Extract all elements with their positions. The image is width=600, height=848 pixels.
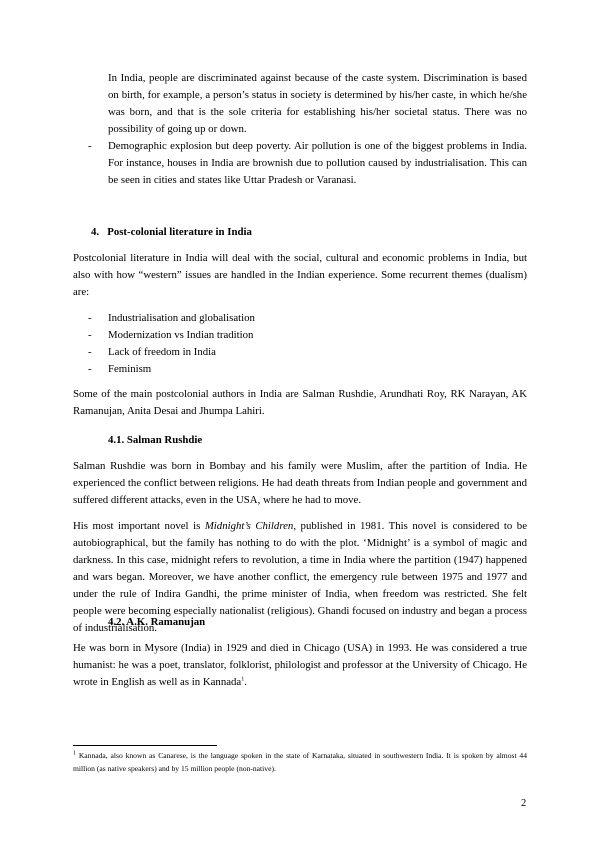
para2-start: His most important novel is: [73, 520, 205, 532]
intro-continuation: [88, 70, 527, 189]
bullet-dash: -: [88, 312, 92, 324]
section-41-heading: 4.1. Salman Rushdie: [108, 434, 203, 446]
section-42-body: [73, 640, 527, 691]
section-4-number: 4.: [91, 226, 100, 238]
novel-title: Midnight’s Children: [204, 520, 294, 532]
para2-rest: , published in 1981. This novel is considered to be autobiographical, but the family has nothing to do with the plot. ‘Midnight’ is a symbol of magic and darkness. In this case, midnight refers to revolution, a time in India where the partition (1947) happened and wars began. Moreover, we have another conflict, the emergency rule between 1975 and 1977 and under the rule of Indira Gandhi, the prime minister of India, when freedom was restricted. She felt people were becoming especially nationalist (religious). Ghandi focused on industry and began a process of industrialisation.: [73, 520, 527, 634]
footnote-text: Kannada, also known as Canarese, is the language spoken in the state of Karnataka, situated in southwestern India. It is spoken by almost 44 million (as native speakers) and by 15 million people (non-native).: [73, 751, 527, 773]
theme-text: Lack of freedom in India: [108, 346, 216, 358]
themes-list: [73, 310, 527, 378]
theme-text: Industrialisation and globalisation: [108, 312, 255, 324]
rushdie-paragraph-1: Salman Rushdie was born in Bombay and his family were Muslim, after the partition of India. He experienced the conflict between religions. He had death threats from Indian people and government and suffered different attacks, even in the USA, where he had to move.: [73, 460, 527, 506]
section-4-title: Post-colonial literature in India: [107, 226, 252, 238]
footnote-ref[interactable]: 1: [241, 676, 245, 683]
theme-text: Feminism: [108, 363, 152, 375]
list-item: [73, 327, 527, 344]
bullet-dash: -: [88, 140, 92, 152]
list-item: [73, 344, 527, 361]
ramanujan-paragraph: [73, 640, 527, 691]
page-number: 2: [521, 798, 527, 809]
section-4-intro: Postcolonial literature in India will deal with the social, cultural and economic problems in India, but also with how “western” issues are handled in the Indian experience. Some recurrent themes (dualism) are:: [73, 252, 527, 298]
footnote-divider: [73, 745, 217, 746]
demographic-bullet: [88, 138, 527, 189]
bullet-dash: -: [88, 363, 92, 375]
footnote-marker: 1: [73, 750, 76, 757]
ramanujan-text: He was born in Mysore (India) in 1929 and died in Chicago (USA) in 1993. He was considered a true humanist: he was a poet, translator, folklorist, philologist and professor at the University of Chicago. He wrote in English as well as in Kannada: [73, 642, 527, 688]
bullet-dash: -: [88, 346, 92, 358]
list-item: [73, 361, 527, 378]
list-item: [73, 310, 527, 327]
section-4-heading: [91, 224, 252, 241]
ramanujan-end: .: [244, 676, 247, 688]
discrimination-paragraph: In India, people are discriminated against because of the caste system. Discrimination is based on birth, for example, a person’s status in society is determined by his/her caste, in which he/she was born, and that is the sole criteria for establishing his/her societal status. There was no possibility of going up or down.: [108, 72, 527, 135]
section-4-body: [73, 250, 527, 420]
section-42-heading: 4.2. A.K. Ramanujan: [108, 616, 206, 628]
bullet-dash: -: [88, 329, 92, 341]
authors-paragraph: Some of the main postcolonial authors in India are Salman Rushdie, Arundhati Roy, RK Narayan, AK Ramanujan, Anita Desai and Jhumpa Lahiri.: [73, 388, 527, 417]
footnote: [73, 749, 527, 775]
demographic-bullet-text: Demographic explosion but deep poverty. Air pollution is one of the biggest problems in India. For instance, houses in India are brownish due to pollution caused by industrialisation. This can be seen in cities and states like Uttar Pradesh or Varanasi.: [108, 140, 527, 186]
theme-text: Modernization vs Indian tradition: [108, 329, 254, 341]
section-41-body: [73, 458, 527, 637]
